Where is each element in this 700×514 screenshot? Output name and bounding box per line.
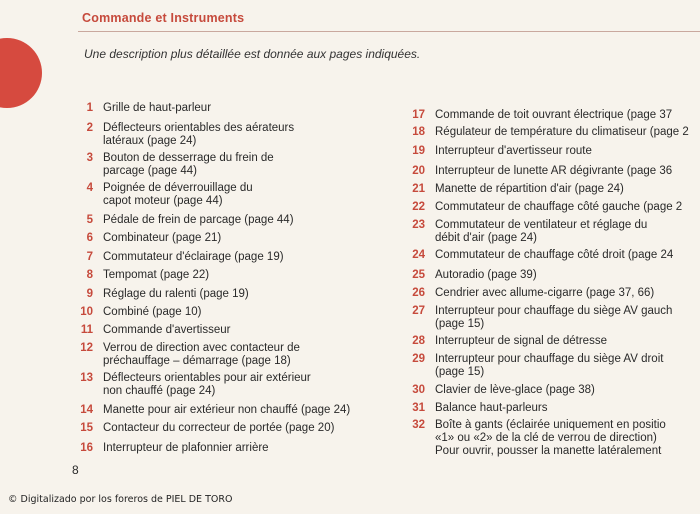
item-description: Autoradio (page 39) bbox=[435, 269, 537, 281]
item-description: Verrou de direction avec contacteur de préchauffage – démarrage (page 18) bbox=[103, 342, 300, 367]
item-number: 30 bbox=[412, 384, 425, 396]
item-description: Commutateur de chauffage côté gauche (page 2 bbox=[435, 201, 683, 213]
item-description: Interrupteur de plafonnier arrière bbox=[103, 442, 269, 454]
footer-credit: © Digitalizado por los foreros de PIEL DE TORO bbox=[8, 494, 233, 505]
item-number: 4 bbox=[86, 182, 93, 194]
item-description: Clavier de lève-glace (page 38) bbox=[435, 384, 595, 396]
page-subtitle: Une description plus détaillée est donnée aux pages indiquées. bbox=[84, 47, 421, 61]
item-description: Poignée de déverrouillage du capot moteur (page 44) bbox=[103, 182, 253, 207]
item-description: Manette de répartition d'air (page 24) bbox=[435, 183, 624, 195]
item-description: Contacteur du correcteur de portée (page 20) bbox=[103, 422, 335, 434]
item-description: Déflecteurs orientables des aérateurs latéraux (page 24) bbox=[103, 122, 295, 147]
page-number: 8 bbox=[72, 463, 79, 477]
item-number: 13 bbox=[80, 372, 93, 384]
item-description: Commutateur de ventilateur et réglage du débit d'air (page 24) bbox=[435, 219, 648, 244]
item-description: Cendrier avec allume-cigarre (page 37, 66) bbox=[435, 287, 655, 299]
item-number: 1 bbox=[86, 102, 93, 114]
item-description: Boîte à gants (éclairée uniquement en positio «1» ou «2» de la clé de verrou de direction) Pour ouvrir, pousser la manette latéralement bbox=[435, 419, 666, 457]
item-number: 5 bbox=[86, 214, 93, 226]
item-number: 25 bbox=[412, 269, 425, 281]
item-number: 2 bbox=[86, 122, 93, 134]
item-description: Commutateur d'éclairage (page 19) bbox=[103, 251, 284, 263]
page-title: Commande et Instruments bbox=[82, 11, 245, 25]
item-description: Réglage du ralenti (page 19) bbox=[103, 288, 249, 300]
item-description: Régulateur de température du climatiseur (page 2 bbox=[435, 126, 689, 138]
item-number: 18 bbox=[412, 126, 425, 138]
item-description: Bouton de desserrage du frein de parcage (page 44) bbox=[103, 152, 274, 177]
item-number: 28 bbox=[412, 335, 425, 347]
item-description: Déflecteurs orientables pour air extérieur non chauffé (page 24) bbox=[103, 372, 311, 397]
item-description: Combinateur (page 21) bbox=[103, 232, 222, 244]
item-number: 32 bbox=[412, 419, 425, 431]
item-description: Balance haut-parleurs bbox=[435, 402, 548, 414]
item-number: 22 bbox=[412, 201, 425, 213]
item-description: Interrupteur de lunette AR dégivrante (page 36 bbox=[435, 165, 673, 177]
item-number: 24 bbox=[412, 249, 425, 261]
item-number: 3 bbox=[86, 152, 93, 164]
item-description: Combiné (page 10) bbox=[103, 306, 202, 318]
item-number: 19 bbox=[412, 145, 425, 157]
item-description: Manette pour air extérieur non chauffé (page 24) bbox=[103, 404, 351, 416]
item-number: 23 bbox=[412, 219, 425, 231]
item-description: Tempomat (page 22) bbox=[103, 269, 210, 281]
header-divider bbox=[78, 31, 700, 32]
item-description: Commande d'avertisseur bbox=[103, 324, 231, 336]
item-number: 11 bbox=[80, 324, 93, 336]
item-number: 10 bbox=[80, 306, 93, 318]
item-number: 20 bbox=[412, 165, 425, 177]
item-number: 14 bbox=[80, 404, 93, 416]
item-description: Interrupteur d'avertisseur route bbox=[435, 145, 592, 157]
item-description: Interrupteur pour chauffage du siège AV gauch (page 15) bbox=[435, 305, 673, 330]
item-number: 29 bbox=[412, 353, 425, 365]
item-description: Commande de toit ouvrant électrique (page 37 bbox=[435, 109, 673, 121]
item-number: 7 bbox=[86, 251, 93, 263]
item-number: 9 bbox=[86, 288, 93, 300]
item-number: 8 bbox=[86, 269, 93, 281]
item-number: 6 bbox=[86, 232, 93, 244]
item-number: 17 bbox=[412, 109, 425, 121]
item-number: 21 bbox=[412, 183, 425, 195]
item-description: Commutateur de chauffage côté droit (page 24 bbox=[435, 249, 674, 261]
item-number: 31 bbox=[412, 402, 425, 414]
item-description: Interrupteur pour chauffage du siège AV droit (page 15) bbox=[435, 353, 664, 378]
item-description: Pédale de frein de parcage (page 44) bbox=[103, 214, 294, 226]
item-number: 12 bbox=[80, 342, 93, 354]
item-number: 27 bbox=[412, 305, 425, 317]
item-number: 26 bbox=[412, 287, 425, 299]
item-number: 16 bbox=[80, 442, 93, 454]
item-description: Grille de haut-parleur bbox=[103, 102, 212, 114]
item-description: Interrupteur de signal de détresse bbox=[435, 335, 607, 347]
item-number: 15 bbox=[80, 422, 93, 434]
red-circle-marker bbox=[0, 38, 42, 108]
